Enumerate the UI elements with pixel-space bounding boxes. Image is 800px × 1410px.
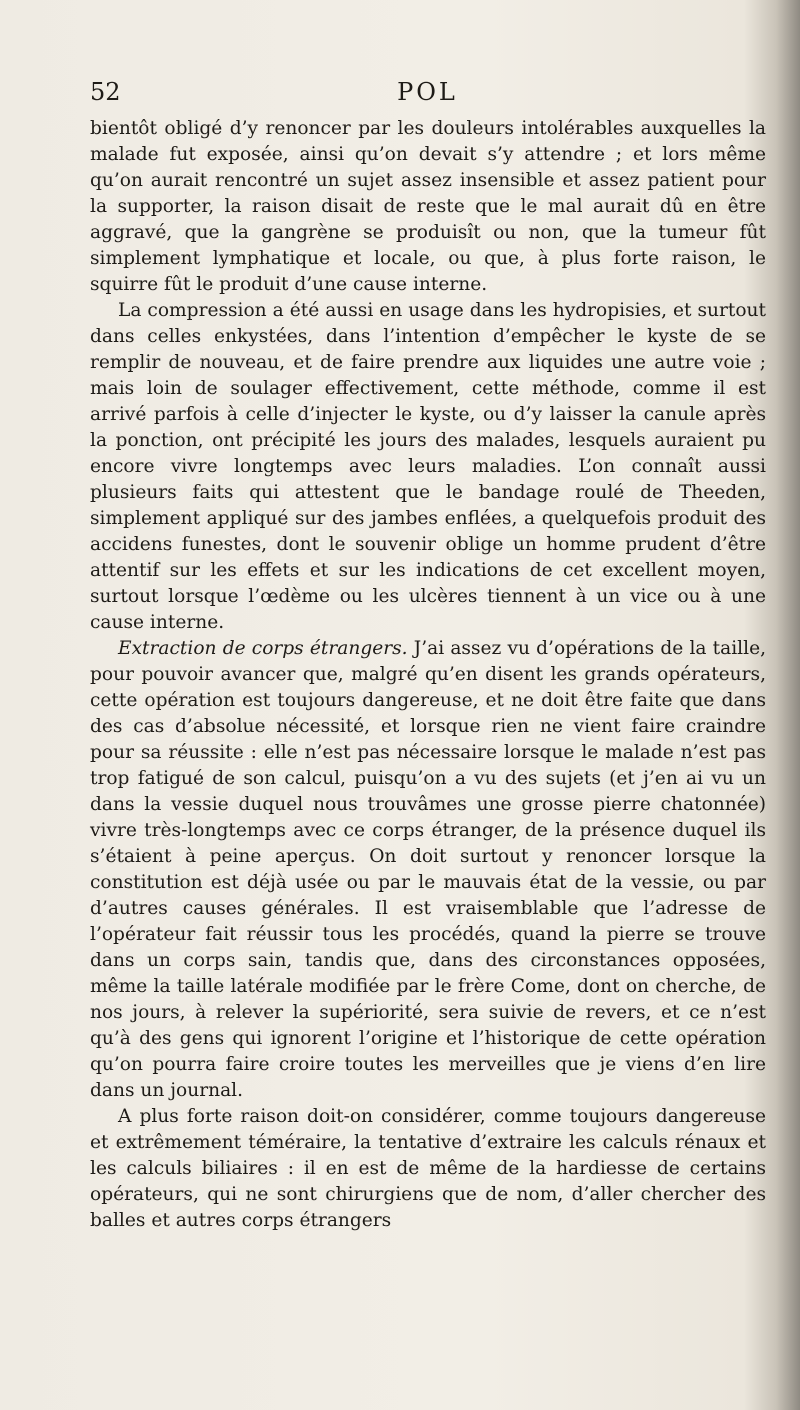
paragraph-2-text: La compression a été aussi en usage dans les hydropisies, et surtout dans celles enkystées, dans l’intention d’empêcher le kyste de se remplir de nouveau, et de faire prendre aux liquides une autre voie ; mais loin de soulager effectivement, cette méthode, comme il est arrivé parfois à celle d’injecter le kyste, ou d’y laisser la canule après la ponction, ont précipité les jours des malades, lesquels auraient pu encore vivre longtemps avec leurs maladies. L’on connaît aussi plusieurs faits qui attestent que le bandage roulé de Theeden, simplement appliqué sur des jambes enflées, a quelquefois produit des accidens funestes, dont le souvenir oblige un homme prudent d’être attentif sur les effets et sur les indications de cet excellent moyen, surtout lorsque l’œdème ou les ulcères tiennent à un vice ou à une cause interne. [90, 300, 766, 633]
body-text [90, 116, 766, 1234]
section-lead: Extraction de corps étrangers. [118, 638, 408, 659]
paragraph-4 [90, 1104, 766, 1234]
paragraph-4-text: A plus forte raison doit-on considérer, comme toujours dangereuse et extrêmement téméraire, la tentative d’extraire les calculs rénaux et les calculs biliaires : il en est de même de la hardiesse de certains opérateurs, qui ne sont chirurgiens que de nom, d’aller chercher des balles et autres corps étrangers [90, 1106, 766, 1231]
page-number: 52 [90, 78, 121, 106]
page-header [90, 78, 765, 114]
paragraph-2 [90, 298, 766, 636]
paragraph-1-text: bientôt obligé d’y renoncer par les douleurs intolérables auxquelles la malade fut exposée, ainsi qu’on devait s’y attendre ; et lors même qu’on aurait rencontré un sujet assez insensible et assez patient pour la supporter, la raison disait de reste que le mal aurait dû en être aggravé, que la gangrène se produisît ou non, que la tumeur fût simplement lymphatique et locale, ou que, à plus forte raison, le squirre fût le produit d’une cause interne. [90, 118, 766, 295]
paragraph-3 [90, 636, 766, 1104]
paragraph-1 [90, 116, 766, 298]
running-head: POL [397, 78, 458, 106]
paragraph-3-text: J’ai assez vu d’opérations de la taille, pour pouvoir avancer que, malgré qu’en disent les grands opérateurs, cette opération est toujours dangereuse, et ne doit être faite que dans des cas d’absolue nécessité, et lorsque rien ne vient faire craindre pour sa réussite : elle n’est pas nécessaire lorsque le malade n’est pas trop fatigué de son calcul, puisqu’on a vu des sujets (et j’en ai vu un dans la vessie duquel nous trouvâmes une grosse pierre chatonnée) vivre très-longtemps avec ce corps étranger, de la présence duquel ils s’étaient à peine aperçus. On doit surtout y renoncer lorsque la constitution est déjà usée ou par le mauvais état de la vessie, ou par d’autres causes générales. Il est vraisemblable que l’adresse de l’opérateur fait réussir tous les procédés, quand la pierre se trouve dans un corps sain, tandis que, dans des circonstances opposées, même la taille latérale modifiée par le frère Come, dont on cherche, de nos jours, à relever la supériorité, sera suivie de revers, et ce n’est qu’à des gens qui ignorent l’origine et l’historique de cette opération qu’on pourra faire croire toutes les merveilles que je viens d’en lire dans un journal. [90, 638, 766, 1101]
